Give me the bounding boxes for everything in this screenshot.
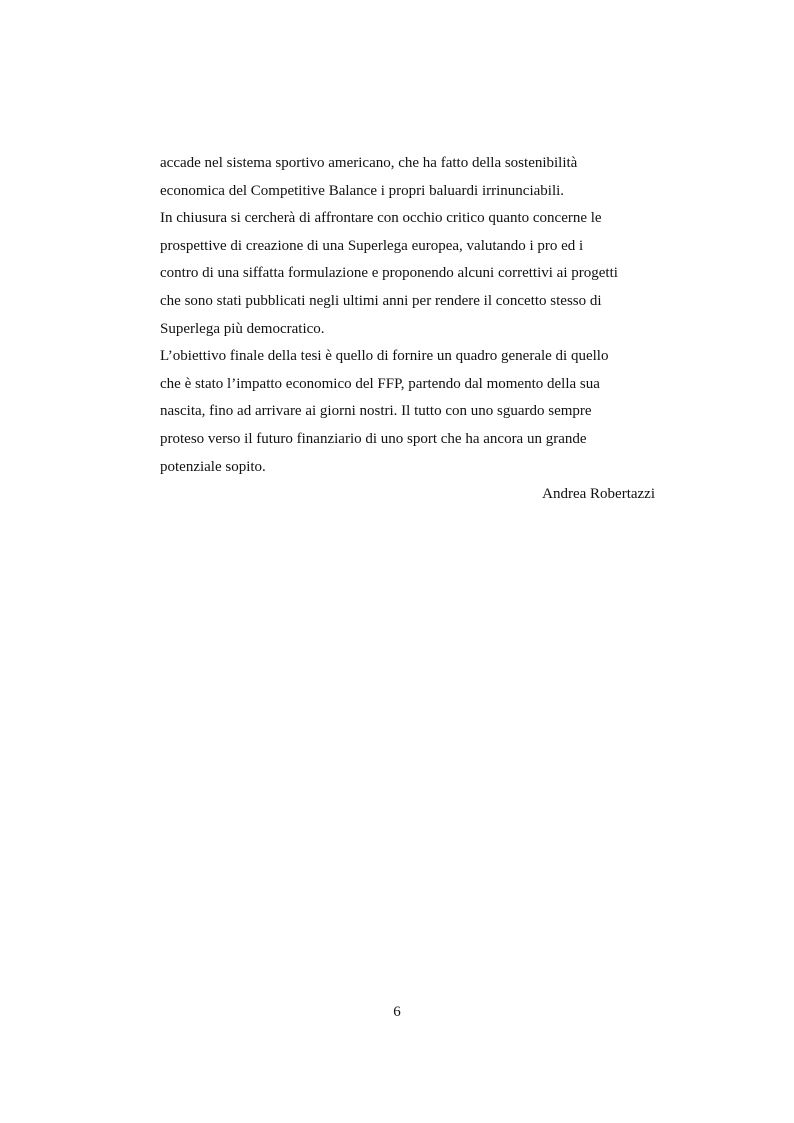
- text-line: potenziale sopito.: [160, 458, 266, 475]
- text-line: economica del Competitive Balance i propri baluardi irrinunciabili.: [160, 182, 565, 199]
- text-line: nascita, fino ad arrivare ai giorni nostri. Il tutto con uno sguardo sempre: [160, 403, 592, 420]
- body-text: [160, 150, 655, 509]
- text-line: In chiusura si cercherà di affrontare con occhio critico quanto concerne le: [160, 210, 602, 227]
- text-line: contro di una siffatta formulazione e proponendo alcuni correttivi ai progetti: [160, 265, 618, 282]
- text-line: accade nel sistema sportivo americano, che ha fatto della sostenibilità: [160, 155, 578, 171]
- text-line: che è stato l’impatto economico del FFP, partendo dal momento della sua: [160, 375, 600, 392]
- author-signature: Andrea Robertazzi: [542, 486, 655, 503]
- text-line: Superlega più democratico.: [160, 320, 325, 337]
- text-line: proteso verso il futuro finanziario di uno sport che ha ancora un grande: [160, 430, 587, 447]
- page-number: 6: [393, 1004, 401, 1020]
- text-line: che sono stati pubblicati negli ultimi anni per rendere il concetto stesso di: [160, 292, 602, 309]
- text-line: prospettive di creazione di una Superlega europea, valutando i pro ed i: [160, 237, 584, 254]
- text-line: L’obiettivo finale della tesi è quello di fornire un quadro generale di quello: [160, 348, 609, 365]
